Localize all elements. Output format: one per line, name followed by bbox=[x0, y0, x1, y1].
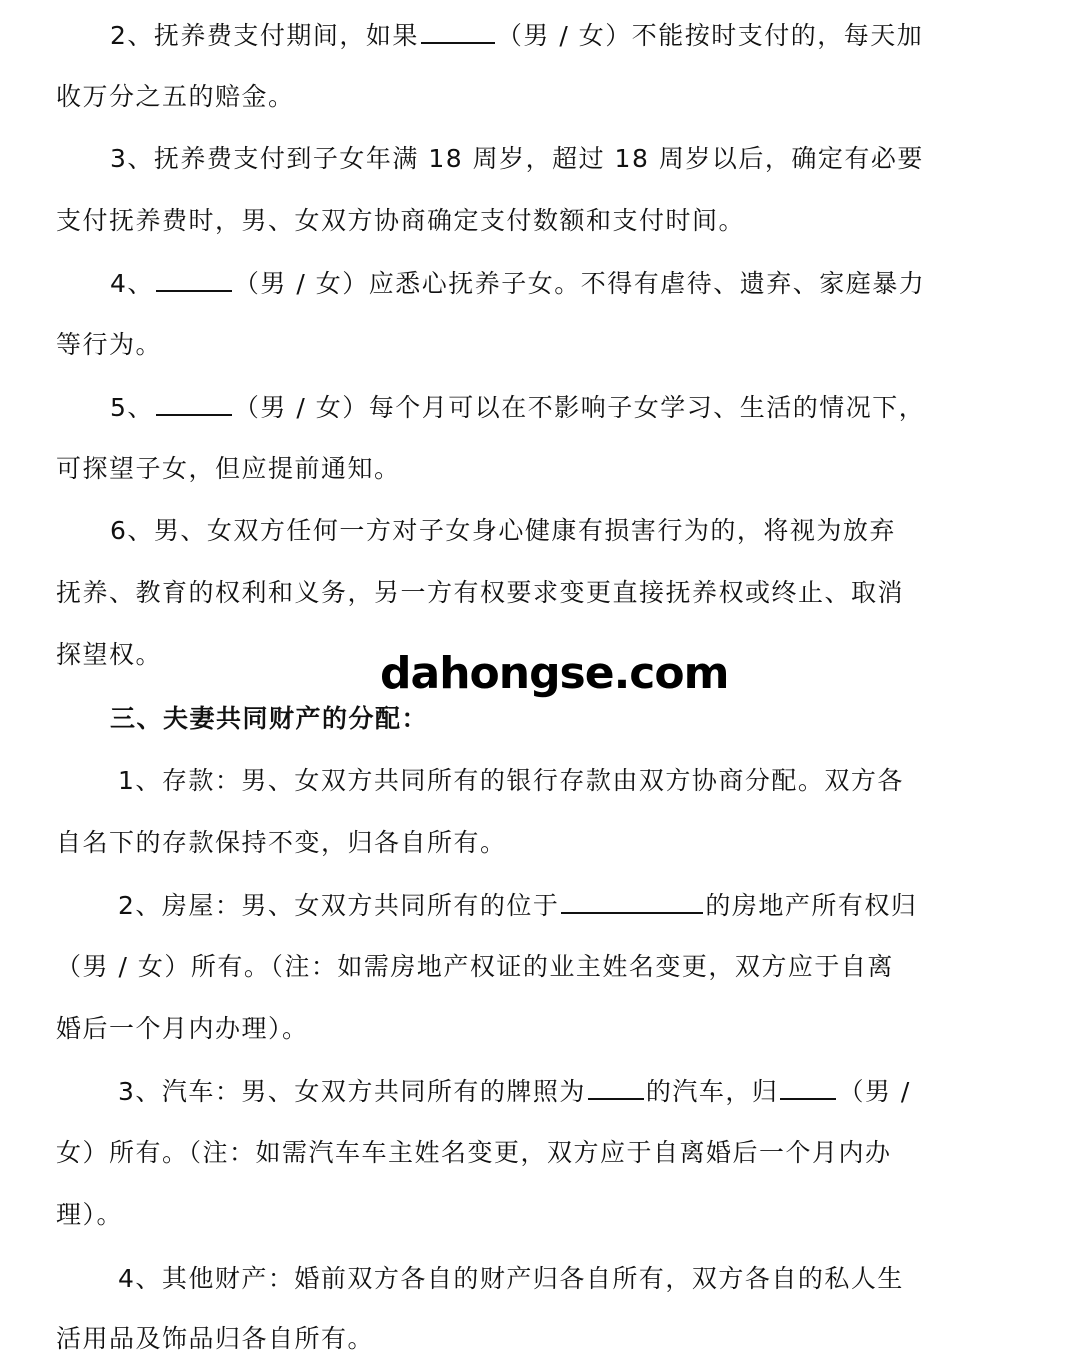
fill-blank bbox=[156, 266, 232, 292]
paragraph-line: 自名下的存款保持不变，归各自所有。 bbox=[56, 828, 507, 857]
paragraph-line bbox=[118, 1074, 911, 1108]
fill-blank bbox=[780, 1074, 836, 1100]
paragraph-line bbox=[110, 266, 925, 300]
paragraph-line: 收万分之五的赔金。 bbox=[56, 82, 295, 111]
paragraph-line: 支付抚养费时，男、女双方协商确定支付数额和支付时间。 bbox=[56, 206, 746, 235]
paragraph-line: 等行为。 bbox=[56, 330, 163, 359]
text-segment: 5、 bbox=[110, 393, 154, 422]
fill-blank bbox=[421, 18, 495, 44]
section-heading: 三、夫妻共同财产的分配： bbox=[110, 704, 429, 733]
watermark-text: dahongse.com bbox=[380, 648, 729, 699]
text-segment: 的汽车，归 bbox=[645, 1077, 779, 1106]
paragraph-line: 1、存款：男、女双方共同所有的银行存款由双方协商分配。双方各 bbox=[118, 766, 904, 795]
paragraph-line: 3、抚养费支付到子女年满 18 周岁，超过 18 周岁以后，确定有必要 bbox=[110, 144, 924, 173]
text-segment: 4、 bbox=[110, 269, 154, 298]
text-segment: （男 / 女）每个月可以在不影响子女学习、生活的情况下， bbox=[233, 393, 926, 422]
text-segment: 的房地产所有权归 bbox=[705, 891, 918, 920]
paragraph-line bbox=[110, 390, 925, 424]
paragraph-line: 6、男、女双方任何一方对子女身心健康有损害行为的，将视为放弃 bbox=[110, 516, 896, 545]
paragraph-line: 婚后一个月内办理）。 bbox=[56, 1014, 309, 1043]
fill-blank bbox=[588, 1074, 644, 1100]
paragraph-line bbox=[118, 888, 917, 922]
paragraph-line: 4、其他财产：婚前双方各自的财产归各自所有，双方各自的私人生 bbox=[118, 1264, 904, 1293]
paragraph-line: 女）所有。（注：如需汽车车主姓名变更，双方应于自离婚后一个月内办 bbox=[56, 1138, 892, 1167]
paragraph-line: 活用品及饰品归各自所有。 bbox=[56, 1324, 375, 1353]
text-segment: （男 / 女）应悉心抚养子女。不得有虐待、遗弃、家庭暴力 bbox=[233, 269, 926, 298]
paragraph-line: 可探望子女，但应提前通知。 bbox=[56, 454, 401, 483]
text-segment: 2、抚养费支付期间，如果 bbox=[110, 21, 419, 50]
paragraph-line: （男 / 女）所有。（注：如需房地产权证的业主姓名变更，双方应于自离 bbox=[56, 952, 894, 981]
paragraph-line: 探望权。 bbox=[56, 640, 163, 669]
text-segment: （男 / 女）不能按时支付的，每天加 bbox=[496, 21, 924, 50]
paragraph-line: 理）。 bbox=[56, 1200, 124, 1229]
fill-blank bbox=[561, 888, 703, 914]
paragraph-line bbox=[110, 18, 923, 52]
text-segment: 3、汽车：男、女双方共同所有的牌照为 bbox=[118, 1077, 586, 1106]
fill-blank bbox=[156, 390, 232, 416]
text-segment: （男 / bbox=[838, 1077, 911, 1106]
text-segment: 2、房屋：男、女双方共同所有的位于 bbox=[118, 891, 560, 920]
paragraph-line: 抚养、教育的权利和义务，另一方有权要求变更直接抚养权或终止、取消 bbox=[56, 578, 905, 607]
